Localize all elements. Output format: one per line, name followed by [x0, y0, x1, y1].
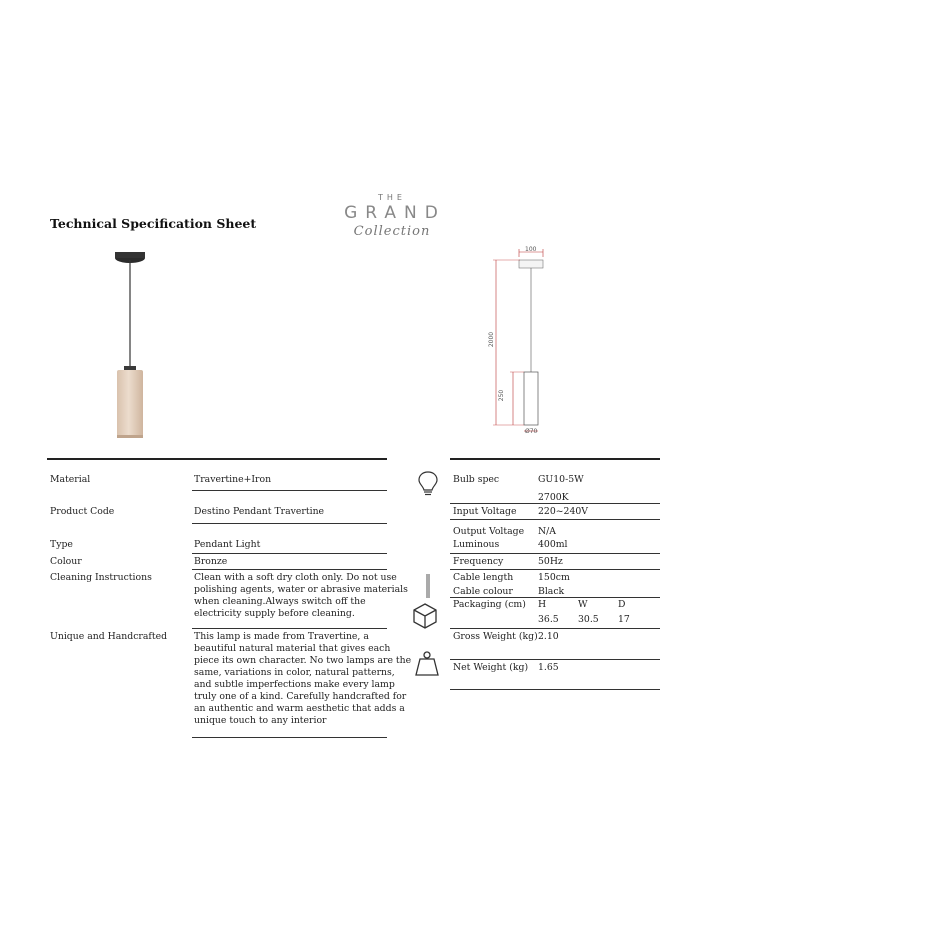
left-table-top-rule	[47, 458, 387, 460]
cable-icon	[423, 573, 433, 599]
right-table-top-rule	[450, 458, 660, 460]
unique-label: Unique and Handcrafted	[50, 631, 168, 642]
net-weight-label: Net Weight (kg)	[453, 662, 529, 673]
page-title: Technical Specification Sheet	[50, 216, 257, 231]
dim-total-height: 2000	[488, 331, 496, 348]
brand-logo	[326, 193, 458, 249]
product-code-label: Product Code	[50, 506, 115, 517]
material-label: Material	[50, 474, 91, 485]
cleaning-label: Cleaning Instructions	[50, 572, 152, 583]
net-weight-value: 1.65	[538, 662, 559, 673]
technical-drawing	[488, 245, 558, 440]
bulb-color-temp: 2700K	[538, 492, 569, 503]
dim-top-width: 100	[525, 246, 537, 253]
product-code-value: Destino Pendant Travertine	[194, 506, 325, 517]
luminous-label: Luminous	[453, 539, 500, 550]
frequency-value: 50Hz	[538, 556, 563, 567]
luminous-value: 400ml	[538, 539, 568, 550]
logo-line1: THE	[378, 193, 406, 202]
cable-length-label: Cable length	[453, 572, 514, 583]
shade-outline	[524, 372, 538, 425]
packaging-label: Packaging (cm)	[453, 599, 526, 610]
bulb-label: Bulb spec	[453, 474, 500, 485]
logo-line2: GRAND	[344, 203, 446, 223]
cable-colour-value: Black	[538, 586, 565, 597]
cable-length-value: 150cm	[538, 572, 570, 583]
type-value: Pendant Light	[194, 539, 261, 550]
cable-colour-label: Cable colour	[453, 586, 513, 597]
colour-value: Bronze	[194, 556, 228, 567]
frequency-label: Frequency	[453, 556, 504, 567]
travertine-shade	[117, 370, 143, 438]
packaging-h-label: H	[538, 599, 547, 610]
output-voltage-value: N/A	[538, 526, 556, 537]
colour-label: Colour	[50, 556, 82, 567]
cleaning-text: Clean with a soft dry cloth only. Do not use polishing agents, water or abrasive materials when cleaning.Always switch off the electricity supply before cleaning.	[194, 572, 408, 619]
input-voltage-label: Input Voltage	[453, 506, 517, 517]
packaging-w-value: 30.5	[578, 614, 599, 625]
input-voltage-value: 220~240V	[538, 506, 588, 517]
logo-line3: Collection	[353, 224, 431, 239]
type-label: Type	[50, 539, 73, 550]
canopy-outline	[519, 260, 543, 268]
weight-icon	[414, 650, 440, 678]
material-value: Travertine+Iron	[194, 474, 272, 485]
output-voltage-label: Output Voltage	[453, 526, 525, 537]
gross-weight-value: 2.10	[538, 631, 559, 642]
bulb-value: GU10-5W	[538, 474, 584, 485]
unique-text: This lamp is made from Travertine, a beautiful natural material that gives each piece its own character. No two lamps are the same, variations in color, natural patterns, and subtle imperfections make every lamp truly one of a kind. Carefully handcrafted for an authentic and warm aesthetic that adds a unique touch to any interior	[194, 631, 412, 726]
product-photo	[95, 240, 165, 445]
gross-weight-label: Gross Weight (kg)	[453, 631, 538, 642]
dim-diameter: Ø70	[525, 428, 538, 435]
box-icon	[412, 602, 438, 630]
packaging-w-label: W	[578, 599, 588, 610]
packaging-h-value: 36.5	[538, 614, 559, 625]
packaging-d-label: D	[618, 599, 626, 610]
packaging-d-value: 17	[618, 614, 630, 625]
bulb-icon	[417, 470, 439, 498]
dim-shade-height: 250	[498, 389, 506, 402]
